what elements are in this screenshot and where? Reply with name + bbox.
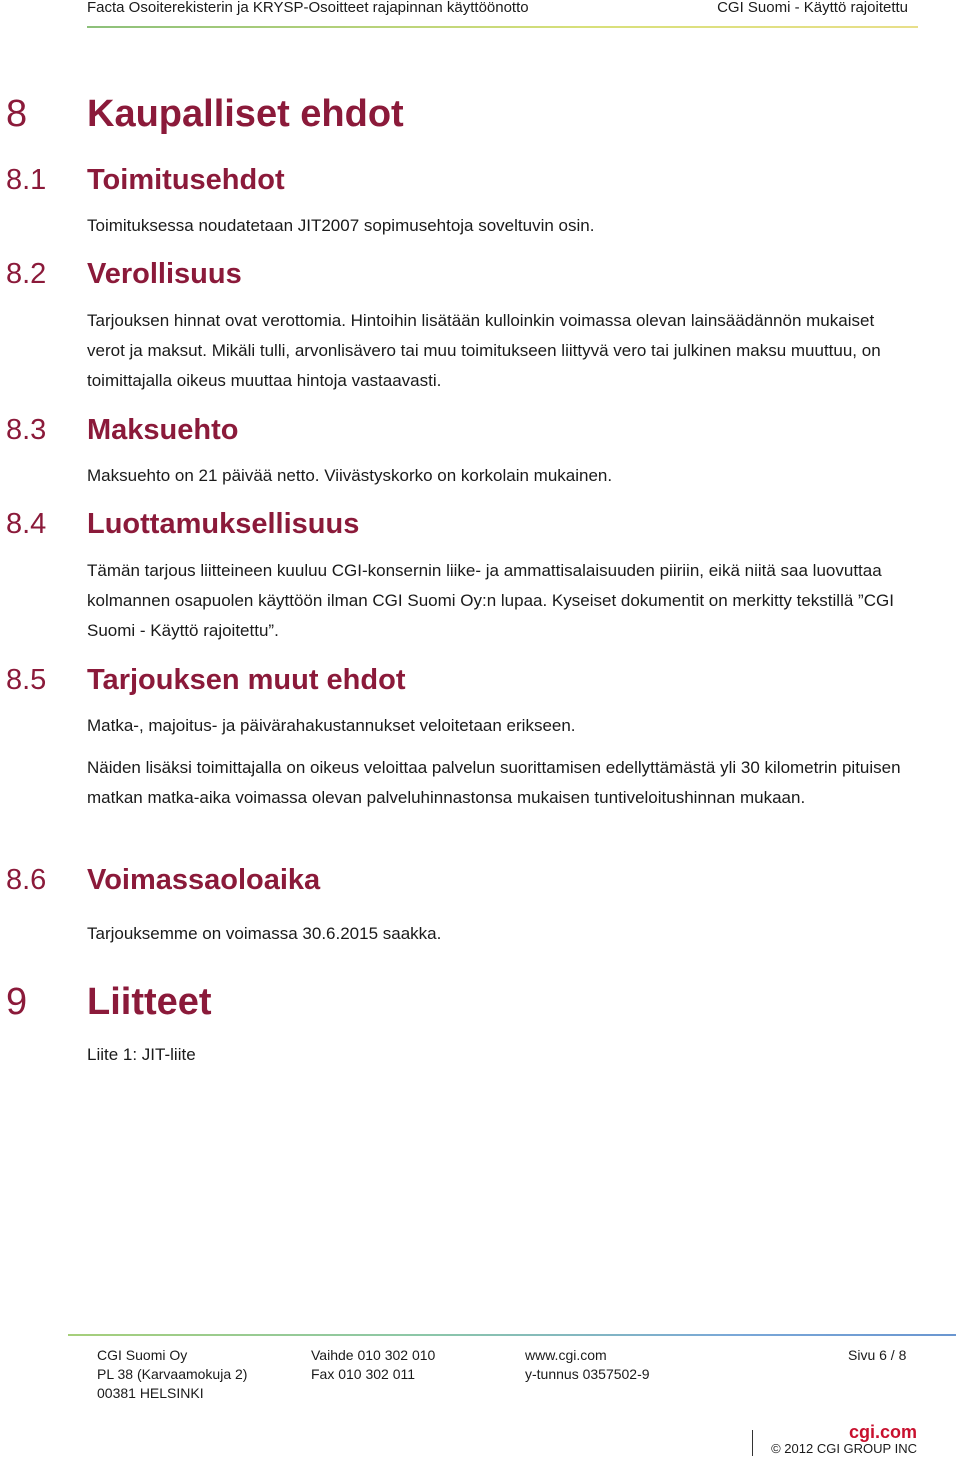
footer-phones (311, 1346, 435, 1384)
footer-divider (68, 1334, 956, 1336)
heading-number: 8 (6, 93, 28, 135)
header-divider (87, 26, 918, 28)
footer-brand: cgi.com (848, 1422, 917, 1442)
heading-number: 8.6 (6, 864, 47, 896)
heading-number: 8.3 (6, 414, 47, 446)
footer-separator (752, 1430, 753, 1456)
heading-title: Voimassaoloaika (87, 864, 321, 896)
footer-address: PL 38 (Karvaamokuja 2) (97, 1366, 248, 1382)
heading-title: Liitteet (87, 981, 212, 1023)
footer-company-name: CGI Suomi Oy (97, 1347, 188, 1363)
heading-number: 8.5 (6, 664, 47, 696)
paragraph-luottamuksellisuus: Tämän tarjous liitteineen kuuluu CGI-konsernin liike- ja ammattisalaisuuden piiriin, eikä niitä saa luovuttaa kolmannen osapuolen käyttöön ilman CGI Suomi Oy:n lupaa. Kyseiset dokumentit on merkitty tekstillä ”CGI Suomi - Käyttö rajoitettu”. (87, 561, 894, 640)
heading-title: Kaupalliset ehdot (87, 93, 404, 135)
heading-9 (6, 980, 212, 1024)
paragraph-liitteet: Liite 1: JIT-liite (87, 1045, 196, 1064)
paragraph-kulut: Matka-, majoitus- ja päivärahakustannukset veloitetaan erikseen. (87, 716, 576, 735)
paragraph-voimassaoloaika: Tarjouksemme on voimassa 30.6.2015 saakka. (87, 924, 442, 943)
heading-8-3 (6, 413, 238, 447)
heading-8-2 (6, 257, 242, 291)
footer-fax: Fax 010 302 011 (311, 1366, 416, 1382)
footer-switchboard: Vaihde 010 302 010 (311, 1347, 436, 1363)
footer-web (525, 1346, 650, 1384)
header-classification: CGI Suomi - Käyttö rajoitettu (717, 0, 908, 16)
heading-number: 8.2 (6, 258, 47, 290)
footer-page-number: Sivu 6 / 8 (848, 1347, 907, 1363)
paragraph-maksuehto: Maksuehto on 21 päivää netto. Viivästyskorko on korkolain mukainen. (87, 466, 613, 485)
heading-title: Tarjouksen muut ehdot (87, 664, 406, 696)
heading-number: 9 (6, 981, 28, 1023)
heading-title: Luottamuksellisuus (87, 508, 360, 540)
heading-title: Maksuehto (87, 414, 239, 446)
heading-8-1 (6, 163, 285, 197)
paragraph-toimitusehdot: Toimituksessa noudatetaan JIT2007 sopimusehtoja soveltuvin osin. (87, 216, 595, 235)
footer-business-id: y-tunnus 0357502-9 (525, 1366, 650, 1382)
footer-website: www.cgi.com (525, 1347, 607, 1363)
page-header (87, 0, 918, 28)
footer-copyright: © 2012 CGI GROUP INC (771, 1441, 917, 1456)
heading-title: Verollisuus (87, 258, 242, 290)
heading-8-4 (6, 507, 359, 541)
header-document-title: Facta Osoiterekisterin ja KRYSP-Osoitteet rajapinnan käyttöönotto (87, 0, 529, 16)
heading-number: 8.1 (6, 164, 47, 196)
heading-8 (6, 92, 404, 136)
heading-title: Toimitusehdot (87, 164, 285, 196)
footer-company (97, 1346, 247, 1403)
heading-8-6 (6, 863, 320, 897)
paragraph-matka-aika: Näiden lisäksi toimittajalla on oikeus veloittaa palvelun suorittamisen edellyttämästä yli 30 kilometrin pituisen matkan matka-aika voimassa olevan palveluhinnastonsa mukaisen tuntiveloitushinnan mukaan. (87, 758, 901, 807)
heading-number: 8.4 (6, 508, 47, 540)
paragraph-verollisuus: Tarjouksen hinnat ovat verottomia. Hintoihin lisätään kulloinkin voimassa olevan lainsäädännön mukaiset verot ja maksut. Mikäli tulli, arvonlisävero tai muu toimitukseen liittyvä vero tai julkinen maksu muuttuu, on toimittajalla oikeus muuttaa hintoja vastaavasti. (87, 311, 881, 390)
heading-8-5 (6, 663, 405, 697)
footer-postal: 00381 HELSINKI (97, 1385, 204, 1401)
